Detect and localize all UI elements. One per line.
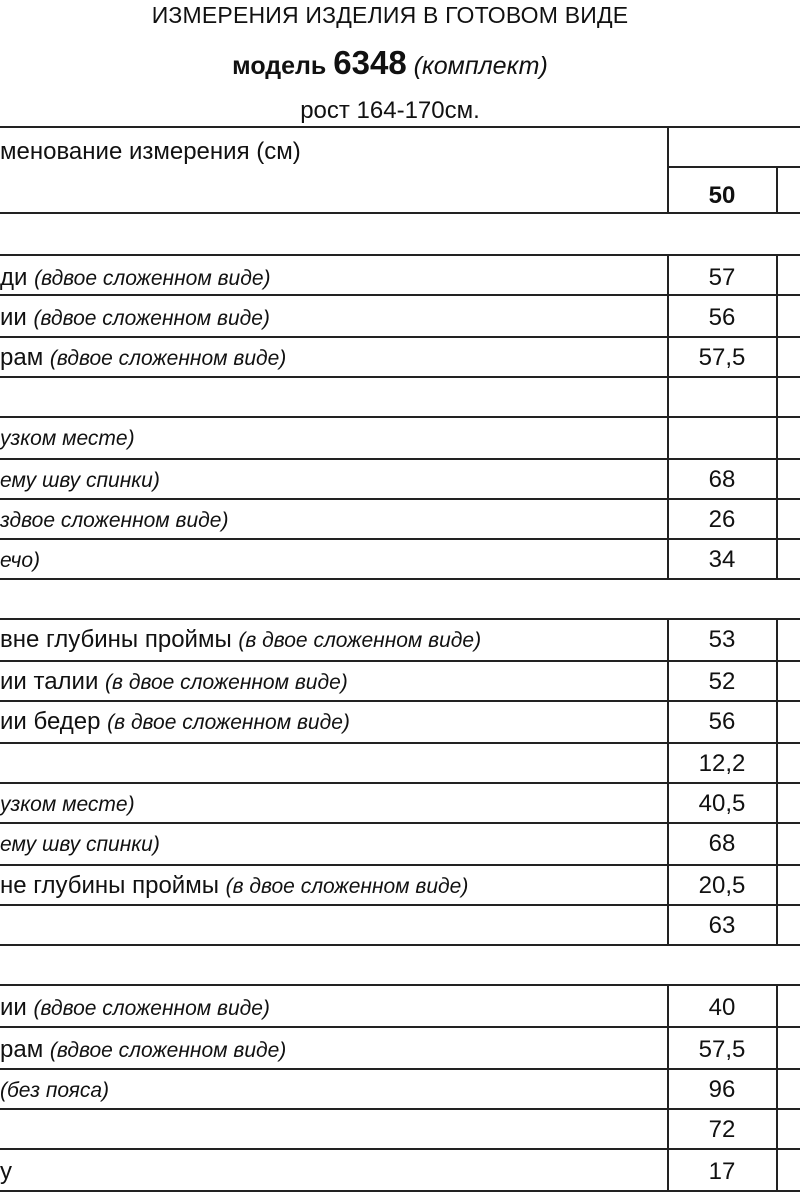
measurement-value: 68 <box>708 830 736 857</box>
model-line <box>0 44 780 82</box>
measurement-name <box>0 548 40 572</box>
measurement-note: (вдвое сложенном виде) <box>33 997 270 1020</box>
divider <box>0 700 800 702</box>
measurement-label: у <box>0 1158 12 1185</box>
measurement-name <box>0 266 271 290</box>
measurement-value: 56 <box>708 708 736 735</box>
measurement-value: 17 <box>708 1158 736 1185</box>
divider <box>667 126 669 212</box>
measurement-value: 57,5 <box>698 1036 746 1063</box>
measurement-note: (вдвое сложенном виде) <box>49 347 287 370</box>
measurement-note: (в двое сложенном виде) <box>238 629 482 652</box>
divider <box>0 458 800 460</box>
measurement-value: 57,5 <box>698 344 746 371</box>
divider <box>0 498 800 500</box>
measurement-note: узком месте) <box>0 427 135 450</box>
measurement-name <box>0 426 135 450</box>
measurement-note: (в двое сложенном виде) <box>105 671 348 694</box>
divider <box>0 254 800 256</box>
measurement-value: 34 <box>708 546 736 573</box>
measurement-name <box>0 996 270 1020</box>
divider <box>0 822 800 824</box>
measurement-name <box>0 628 481 652</box>
measurement-name <box>0 306 270 330</box>
measurement-value: 68 <box>708 466 736 493</box>
measurement-value: 53 <box>708 626 736 653</box>
divider <box>0 212 800 214</box>
measurement-name <box>0 1078 109 1102</box>
measurement-value: 63 <box>708 912 736 939</box>
measurement-value: 20,5 <box>698 872 746 899</box>
measurement-name <box>0 346 286 370</box>
document-title: ИЗМЕРЕНИЯ ИЗДЕЛИЯ В ГОТОВОМ ВИДЕ <box>151 2 629 28</box>
measurement-label: ии <box>0 994 34 1021</box>
divider <box>0 782 800 784</box>
column-header-size: 50 <box>708 182 736 209</box>
measurement-value: 72 <box>708 1116 736 1143</box>
measurement-label: ии талии <box>0 668 106 695</box>
measurement-value: 57 <box>708 264 736 291</box>
measurement-note: ему шву спинки) <box>0 833 160 856</box>
measurement-name <box>0 1038 286 1062</box>
divider <box>776 984 778 1190</box>
model-kind: (комплект) <box>413 52 548 80</box>
measurement-note: здвое сложенном виде) <box>0 509 229 532</box>
divider <box>0 864 800 866</box>
measurement-note: (в двое сложенном виде) <box>107 711 350 734</box>
divider <box>0 1148 800 1150</box>
measurement-name <box>0 832 160 856</box>
column-header-measurement: менование измерения (см) <box>0 138 301 165</box>
measurement-name <box>0 710 350 734</box>
measurement-name <box>0 468 160 492</box>
divider <box>0 416 800 418</box>
measurement-note: (в двое сложенном виде) <box>225 875 469 898</box>
model-label: модель <box>232 52 327 80</box>
measurement-note: (вдвое сложенном виде) <box>34 267 271 290</box>
measurement-note: (вдвое сложенном виде) <box>49 1039 287 1062</box>
divider <box>0 618 800 620</box>
measurement-value: 26 <box>708 506 736 533</box>
measurement-value: 40,5 <box>698 790 746 817</box>
measurement-value: 12,2 <box>698 750 746 777</box>
measurement-note: ему шву спинки) <box>0 469 160 492</box>
divider <box>0 336 800 338</box>
divider <box>0 1190 800 1192</box>
measurement-name <box>0 508 228 532</box>
measurement-value: 40 <box>708 994 736 1021</box>
measurement-label: рам <box>0 1036 50 1063</box>
divider <box>0 904 800 906</box>
measurement-label: ии <box>0 304 34 331</box>
divider <box>776 166 778 212</box>
divider <box>776 618 778 944</box>
divider <box>0 742 800 744</box>
height-range: рост 164-170см. <box>300 97 480 124</box>
measurement-name <box>0 792 135 816</box>
measurement-value: 52 <box>708 668 736 695</box>
divider <box>0 1026 800 1028</box>
measurement-note: узком месте) <box>0 793 135 816</box>
divider <box>0 538 800 540</box>
divider <box>0 1108 800 1110</box>
measurement-label: рам <box>0 344 50 371</box>
divider <box>0 984 800 986</box>
measurement-label: ии бедер <box>0 708 108 735</box>
measurement-value: 96 <box>708 1076 736 1103</box>
model-number: 6348 <box>333 44 407 81</box>
divider <box>776 254 778 578</box>
divider <box>668 166 800 168</box>
divider <box>0 294 800 296</box>
divider <box>0 944 800 946</box>
measurement-name <box>0 1160 12 1184</box>
divider <box>0 660 800 662</box>
measurement-note: (без пояса) <box>0 1079 110 1102</box>
measurement-label: ди <box>0 264 35 291</box>
divider <box>0 578 800 580</box>
measurement-name <box>0 670 348 694</box>
divider <box>0 376 800 378</box>
measurement-label: не глубины проймы <box>0 872 226 899</box>
measurement-name <box>0 874 468 898</box>
measurement-note: (вдвое сложенном виде) <box>33 307 270 330</box>
divider <box>0 126 800 128</box>
measurement-note: ечо) <box>0 549 41 572</box>
measurement-label: вне глубины проймы <box>0 626 239 653</box>
measurement-value: 56 <box>708 304 736 331</box>
divider <box>0 1068 800 1070</box>
